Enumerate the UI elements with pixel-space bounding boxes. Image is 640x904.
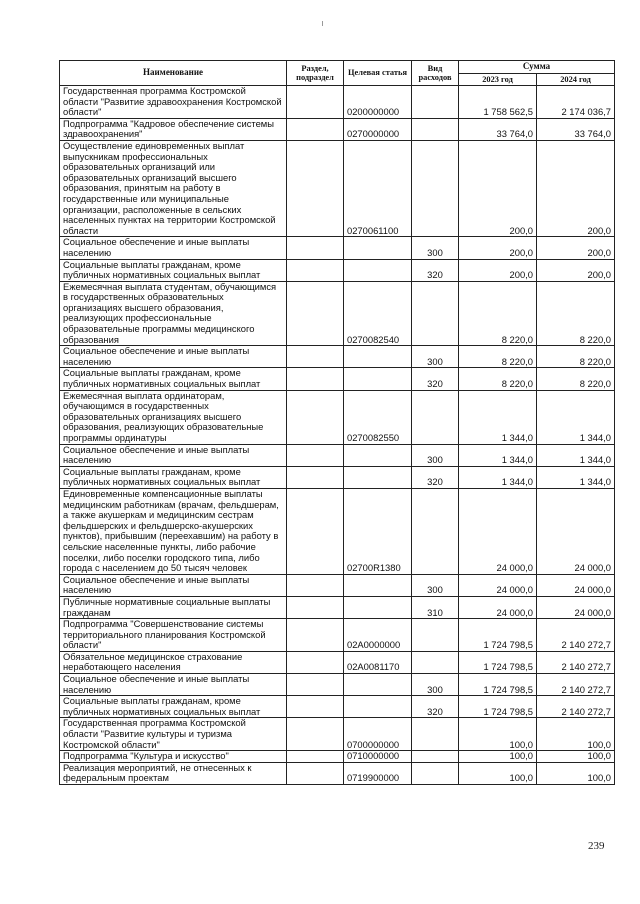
- table-row: [60, 466, 615, 488]
- header-type: Вид расходов: [412, 61, 459, 86]
- row-type: [412, 281, 459, 346]
- row-section: [287, 651, 344, 673]
- row-value-2024: 1 344,0: [537, 444, 615, 466]
- row-section: [287, 619, 344, 652]
- table-row: [60, 368, 615, 390]
- row-type: 300: [412, 237, 459, 259]
- table-row: [60, 696, 615, 718]
- row-value-2023: 200,0: [459, 140, 537, 236]
- row-target: 0200000000: [344, 86, 412, 119]
- row-target: 0719900000: [344, 762, 412, 784]
- row-type: 300: [412, 574, 459, 596]
- row-target: [344, 346, 412, 368]
- row-value-2024: 1 344,0: [537, 390, 615, 444]
- row-name: Подпрограмма "Кадровое обеспечение системы здравоохранения": [60, 118, 287, 140]
- row-value-2023: 1 724 798,5: [459, 674, 537, 696]
- row-value-2024: 24 000,0: [537, 488, 615, 574]
- row-name: Социальное обеспечение и иные выплаты населению: [60, 574, 287, 596]
- row-value-2023: 8 220,0: [459, 346, 537, 368]
- row-value-2023: 24 000,0: [459, 596, 537, 618]
- row-section: [287, 140, 344, 236]
- row-type: [412, 619, 459, 652]
- row-value-2023: 8 220,0: [459, 368, 537, 390]
- row-value-2024: 33 764,0: [537, 118, 615, 140]
- table-row: [60, 346, 615, 368]
- row-type: [412, 718, 459, 751]
- row-target: 02700R1380: [344, 488, 412, 574]
- row-section: [287, 696, 344, 718]
- table-row: [60, 488, 615, 574]
- row-value-2024: 2 140 272,7: [537, 651, 615, 673]
- row-value-2024: 200,0: [537, 140, 615, 236]
- row-name: Социальное обеспечение и иные выплаты населению: [60, 674, 287, 696]
- row-type: 300: [412, 674, 459, 696]
- header-2024: 2024 год: [537, 73, 615, 86]
- row-value-2023: 200,0: [459, 237, 537, 259]
- table-row: [60, 281, 615, 346]
- table-row: [60, 140, 615, 236]
- table-row: [60, 718, 615, 751]
- row-value-2023: 1 724 798,5: [459, 619, 537, 652]
- row-section: [287, 674, 344, 696]
- row-name: Подпрограмма "Культура и искусство": [60, 751, 287, 763]
- row-target: [344, 574, 412, 596]
- row-value-2024: 100,0: [537, 751, 615, 763]
- row-type: 300: [412, 444, 459, 466]
- row-section: [287, 118, 344, 140]
- row-name: Социальное обеспечение и иные выплаты населению: [60, 444, 287, 466]
- row-section: [287, 762, 344, 784]
- row-value-2024: 200,0: [537, 237, 615, 259]
- row-section: [287, 751, 344, 763]
- row-value-2024: 100,0: [537, 718, 615, 751]
- row-value-2023: 100,0: [459, 751, 537, 763]
- table-row: [60, 574, 615, 596]
- row-target: 0270082540: [344, 281, 412, 346]
- row-section: [287, 574, 344, 596]
- row-type: [412, 762, 459, 784]
- table-row: [60, 596, 615, 618]
- row-value-2023: 100,0: [459, 718, 537, 751]
- row-value-2024: 1 344,0: [537, 466, 615, 488]
- row-value-2023: 1 758 562,5: [459, 86, 537, 119]
- row-value-2024: 2 140 272,7: [537, 619, 615, 652]
- row-target: [344, 466, 412, 488]
- row-value-2023: 200,0: [459, 259, 537, 281]
- table-row: [60, 619, 615, 652]
- row-section: [287, 488, 344, 574]
- row-name: Реализация мероприятий, не отнесенных к федеральным проектам: [60, 762, 287, 784]
- row-section: [287, 86, 344, 119]
- row-target: 02А0081170: [344, 651, 412, 673]
- row-value-2023: 1 344,0: [459, 390, 537, 444]
- row-type: [412, 86, 459, 119]
- row-target: [344, 696, 412, 718]
- row-value-2023: 1 344,0: [459, 466, 537, 488]
- row-target: 0270061100: [344, 140, 412, 236]
- row-type: [412, 118, 459, 140]
- row-target: [344, 444, 412, 466]
- row-target: 0700000000: [344, 718, 412, 751]
- row-target: [344, 596, 412, 618]
- row-name: Социальные выплаты гражданам, кроме публичных нормативных социальных выплат: [60, 466, 287, 488]
- row-section: [287, 368, 344, 390]
- row-name: Осуществление единовременных выплат выпускникам профессиональных образовательных организаций или образовательных организаций высшего образования, принятым на работу в государственные или муниципальные организации, расположенные в сельских населенных пунктах на территории Костромской области: [60, 140, 287, 236]
- row-name: Ежемесячная выплата ординаторам, обучающимся в государственных образовательных организациях высшего образования, реализующих образовательные программы ординатуры: [60, 390, 287, 444]
- row-target: 02А0000000: [344, 619, 412, 652]
- row-target: [344, 259, 412, 281]
- table-row: [60, 751, 615, 763]
- row-name: Социальные выплаты гражданам, кроме публичных нормативных социальных выплат: [60, 259, 287, 281]
- row-name: Социальные выплаты гражданам, кроме публичных нормативных социальных выплат: [60, 696, 287, 718]
- row-target: [344, 237, 412, 259]
- row-name: Единовременные компенсационные выплаты медицинским работникам (врачам, фельдшерам, а также акушеркам и медицинским сестрам фельдшерских и фельдшерско-акушерских пунктов), прибывшим (переехавшим) на работу в сельские населенные пункты, либо рабочие поселки, либо поселки городского типа, либо города с населением до 50 тысяч человек: [60, 488, 287, 574]
- row-type: 320: [412, 368, 459, 390]
- row-name: Подпрограмма "Совершенствование системы территориального планирования Костромской области": [60, 619, 287, 652]
- header-name: Наименование: [60, 61, 287, 86]
- row-name: Государственная программа Костромской области "Развитие культуры и туризма Костромской области": [60, 718, 287, 751]
- row-name: Социальное обеспечение и иные выплаты населению: [60, 237, 287, 259]
- row-value-2023: 100,0: [459, 762, 537, 784]
- row-section: [287, 718, 344, 751]
- row-value-2024: 24 000,0: [537, 574, 615, 596]
- row-name: Социальное обеспечение и иные выплаты населению: [60, 346, 287, 368]
- row-target: 0270082550: [344, 390, 412, 444]
- row-target: [344, 674, 412, 696]
- header-sum: Сумма: [459, 61, 615, 74]
- row-section: [287, 390, 344, 444]
- table-row: [60, 444, 615, 466]
- row-value-2024: 8 220,0: [537, 281, 615, 346]
- row-type: [412, 651, 459, 673]
- row-name: Государственная программа Костромской области "Развитие здравоохранения Костромской области": [60, 86, 287, 119]
- row-section: [287, 281, 344, 346]
- row-section: [287, 259, 344, 281]
- table-row: [60, 86, 615, 119]
- header-2023: 2023 год: [459, 73, 537, 86]
- row-name: Социальные выплаты гражданам, кроме публичных нормативных социальных выплат: [60, 368, 287, 390]
- row-section: [287, 444, 344, 466]
- row-value-2023: 33 764,0: [459, 118, 537, 140]
- row-target: 0270000000: [344, 118, 412, 140]
- row-value-2024: 200,0: [537, 259, 615, 281]
- row-type: 320: [412, 696, 459, 718]
- row-section: [287, 346, 344, 368]
- row-type: 310: [412, 596, 459, 618]
- row-section: [287, 596, 344, 618]
- table-row: [60, 237, 615, 259]
- budget-table: [59, 60, 615, 785]
- header-target: Целевая статья: [344, 61, 412, 86]
- row-value-2023: 8 220,0: [459, 281, 537, 346]
- row-value-2024: 2 140 272,7: [537, 674, 615, 696]
- header-section: Раздел, подраздел: [287, 61, 344, 86]
- row-type: 320: [412, 466, 459, 488]
- row-target: 0710000000: [344, 751, 412, 763]
- row-value-2024: 24 000,0: [537, 596, 615, 618]
- scan-mark: [322, 21, 323, 26]
- row-value-2024: 8 220,0: [537, 346, 615, 368]
- row-section: [287, 237, 344, 259]
- row-name: Публичные нормативные социальные выплаты гражданам: [60, 596, 287, 618]
- row-value-2023: 1 724 798,5: [459, 696, 537, 718]
- row-name: Ежемесячная выплата студентам, обучающимся в государственных образовательных организациях высшего образования, реализующих профессиональные образовательные программы медицинского образования: [60, 281, 287, 346]
- row-type: 320: [412, 259, 459, 281]
- row-value-2023: 24 000,0: [459, 488, 537, 574]
- row-section: [287, 466, 344, 488]
- row-value-2023: 1 344,0: [459, 444, 537, 466]
- row-type: [412, 488, 459, 574]
- table-row: [60, 259, 615, 281]
- row-value-2023: 24 000,0: [459, 574, 537, 596]
- row-name: Обязательное медицинское страхование неработающего населения: [60, 651, 287, 673]
- row-type: [412, 140, 459, 236]
- table-row: [60, 118, 615, 140]
- row-value-2023: 1 724 798,5: [459, 651, 537, 673]
- row-value-2024: 100,0: [537, 762, 615, 784]
- row-value-2024: 8 220,0: [537, 368, 615, 390]
- row-type: 300: [412, 346, 459, 368]
- table-row: [60, 390, 615, 444]
- table-row: [60, 674, 615, 696]
- row-type: [412, 751, 459, 763]
- row-value-2024: 2 174 036,7: [537, 86, 615, 119]
- row-type: [412, 390, 459, 444]
- row-value-2024: 2 140 272,7: [537, 696, 615, 718]
- table-row: [60, 762, 615, 784]
- page-number: 239: [588, 840, 605, 852]
- row-target: [344, 368, 412, 390]
- table-row: [60, 651, 615, 673]
